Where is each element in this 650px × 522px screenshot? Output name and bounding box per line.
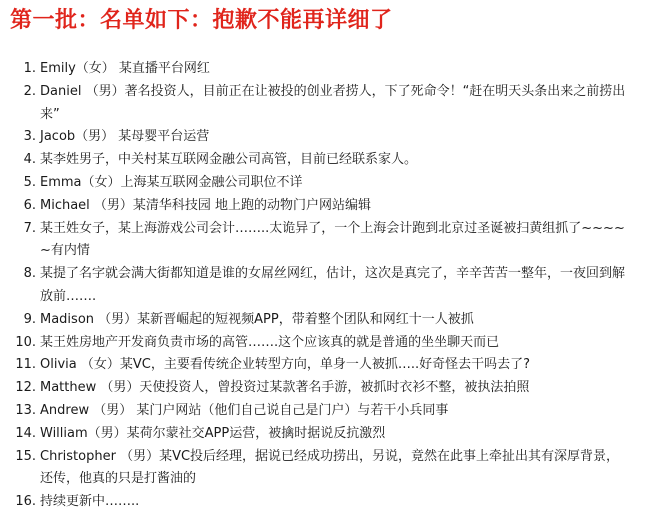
list-item-number: 12. xyxy=(15,380,36,396)
list-item-number: 14. xyxy=(15,425,36,441)
list-item-text: Andrew （男） 某门户网站（他们自己说自己是门户）与若干小兵同事 xyxy=(40,402,449,418)
list-item-text: William（男）某荷尔蒙社交APP运营，被擒时据说反抗激烈 xyxy=(40,425,386,441)
list-item-text: Madison （男）某新晋崛起的短视频APP，带着整个团队和网红十一人被抓 xyxy=(40,311,474,327)
list-item-text: 某王姓房地产开发商负责市场的高管…….这个应该真的就是普通的坐坐聊天而已 xyxy=(40,334,500,350)
list-item-text: Christopher （男）某VC投后经理，据说已经成功捞出，另说，竟然在此事上牵扯出其有深厚背景，还传，他真的只是打酱油的 xyxy=(40,448,620,487)
list-item-number: 3. xyxy=(23,129,36,145)
list-item xyxy=(0,263,650,309)
list-item xyxy=(0,423,650,446)
list-heading: 第一批：名单如下：抱歉不能再详细了 xyxy=(10,8,393,33)
list-item xyxy=(0,377,650,400)
name-list xyxy=(0,58,650,514)
list-item-number: 11. xyxy=(15,357,36,373)
list-item-number: 10. xyxy=(15,334,36,350)
list-item-text: Emma（女）上海某互联网金融公司职位不详 xyxy=(40,174,303,190)
list-item xyxy=(0,491,650,514)
list-item xyxy=(0,126,650,149)
list-item-number: 5. xyxy=(23,174,36,190)
list-item-text: 持续更新中…….. xyxy=(40,494,140,510)
list-item-number: 2. xyxy=(23,83,36,99)
list-item xyxy=(0,195,650,218)
list-item-text: 某提了名字就会满大街都知道是谁的女屌丝网红，估计，这次是真完了，辛辛苦苦一整年，一夜回到解放前……. xyxy=(40,266,626,304)
list-item-number: 16. xyxy=(15,494,36,510)
list-item xyxy=(0,58,650,81)
list-item-number: 7. xyxy=(23,220,36,236)
list-item xyxy=(0,446,650,492)
list-item-text: Jacob（男） 某母婴平台运营 xyxy=(40,129,210,145)
list-item xyxy=(0,332,650,355)
list-item-number: 13. xyxy=(15,402,36,418)
list-item-text: Emily（女） 某直播平台网红 xyxy=(40,61,210,76)
list-item-number: 15. xyxy=(15,448,36,464)
list-item-number: 6. xyxy=(23,197,36,213)
list-item-number: 9. xyxy=(23,311,36,327)
list-item xyxy=(0,309,650,332)
list-item xyxy=(0,149,650,172)
list-item-text: Matthew （男）天使投资人，曾投资过某款著名手游，被抓时衣衫不整，被执法拍照 xyxy=(40,380,530,396)
list-item-text: Michael （男）某清华科技园 地上跑的动物门户网站编辑 xyxy=(40,197,372,213)
list-item-text: Olivia （女）某VC，主要看传统企业转型方向，单身一人被抓…..好奇怪去干吗去了? xyxy=(40,357,530,373)
list-item xyxy=(0,400,650,423)
list-item-text: Daniel （男）著名投资人，目前正在让被投的创业者捞人，下了死命令！“赶在明天头条出来之前捞出来” xyxy=(40,83,626,122)
list-item-text: 某李姓男子，中关村某互联网金融公司高管，目前已经联系家人。 xyxy=(40,152,418,168)
list-item-number: 4. xyxy=(23,152,36,168)
list-item-text: 某王姓女子，某上海游戏公司会计……..太诡异了，一个上海会计跑到北京过圣诞被扫黄组抓了~~~~~有内情 xyxy=(40,220,625,259)
list-item xyxy=(0,81,650,127)
list-item-number: 8. xyxy=(23,266,36,282)
list-item xyxy=(0,172,650,195)
list-item xyxy=(0,354,650,377)
list-item xyxy=(0,218,650,264)
list-item-number: 1. xyxy=(23,61,36,76)
